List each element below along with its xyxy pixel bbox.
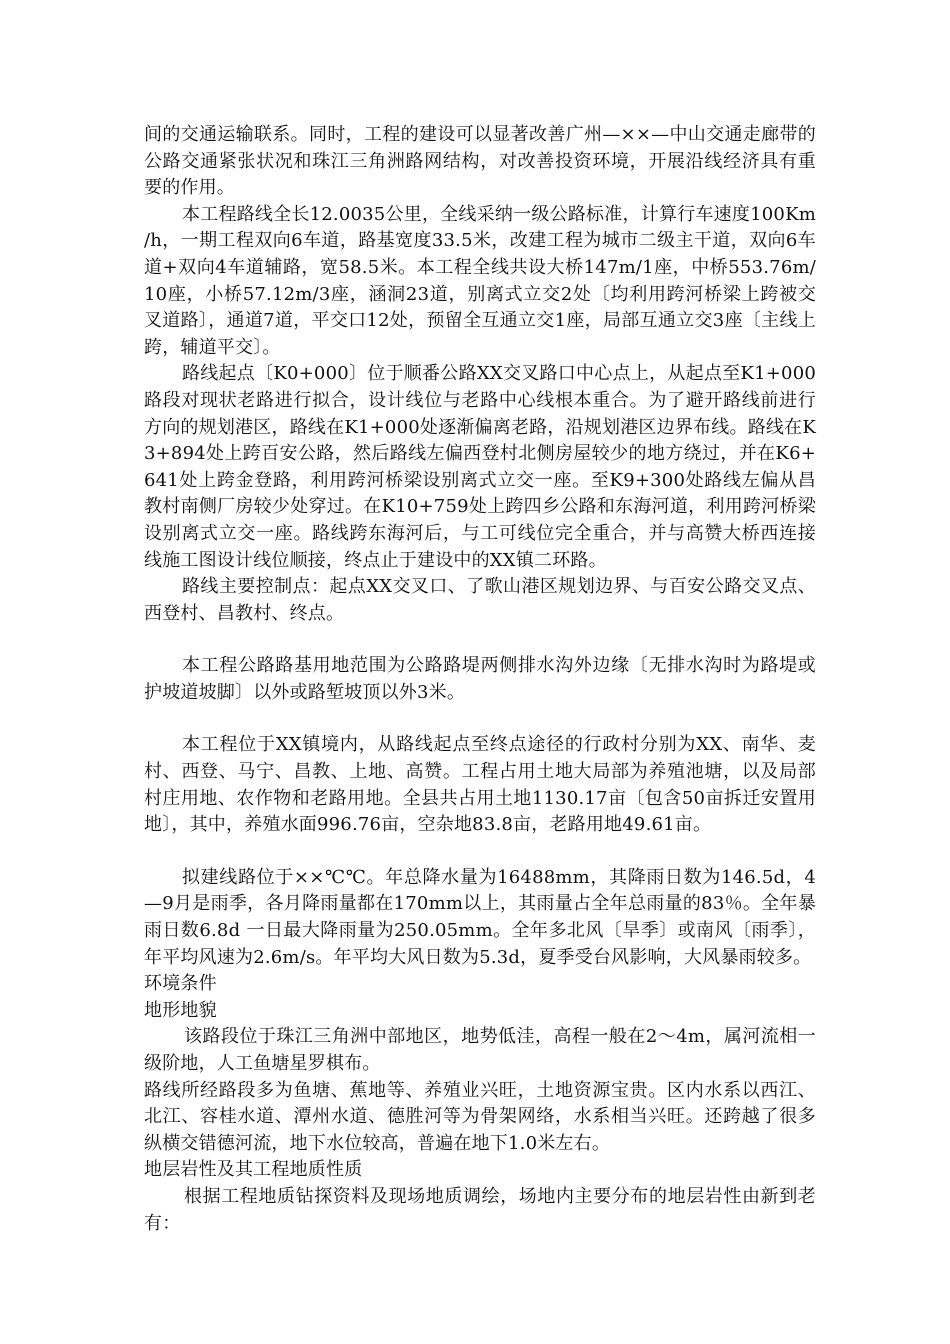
blank-line [144, 839, 816, 865]
paragraph-traffic-significance: 间的交通运输联系。同时，工程的建设可以显著改善广州—××—中山交通走廊带的公路交通紧张状况和珠江三角洲路网结构，对改善投资环境，开展沿线经济具有重要的作用。 [144, 124, 816, 199]
paragraph-project-scale: 本工程路线全长12.0035公里，全线采纳一级公路标准，计算行车速度100Km/h，一期工程双向6车道，路基宽度33.5米，改建工程为城市二级主干道，双向6车道+双向4车道辅路，宽58.5米。本工程全线共设大桥147m/1座，中桥553.76m/10座，小桥57.12m/3座，涵洞23道，别离式立交2处〔均利用跨河桥梁上跨被交叉道路〕，通道7道，平交口12处，预留全互通立交1座，局部互通立交3座〔主线上跨，辅道平交〕。 [144, 203, 816, 358]
paragraph-route-description: 路线起点〔K0+000〕位于顺番公路XX交叉路口中心点上，从起点至K1+000路段对现状老路进行拟合，设计线位与老路中心线根本重合。为了避开路线前进行方向的规划港区，路线在K1+000处逐渐偏离老路，沿规划港区边界布线。路线在K3+894处上跨百安公路，然后路线左偏西登村北侧房屋较少的地方绕过，并在K6+641处上跨金登路，利用跨河桥梁设别离式立交一座。至K9+300处路线左偏从昌教村南侧厂房较少处穿过。在K10+759处上跨四乡公路和东海河道，利用跨河桥梁设别离式立交一座。路线跨东海河后，与工可线位完全重合，并与高赞大桥西连接线施工图设计线位顺接，终点止于建设中的XX镇二环路。 [144, 363, 816, 571]
paragraph-terrain: 该路段位于珠江三角洲中部地区，地势低洼，高程一般在2～4m，属河流相一级阶地，人工鱼塘星罗棋布。 [144, 1026, 816, 1074]
document-page [144, 122, 816, 1237]
blank-line [144, 706, 816, 732]
paragraph-land-boundary: 本工程公路路基用地范围为公路路堤两侧排水沟外边缘〔无排水沟时为路堤或护坡道坡脚〕以外或路堑坡顶以外3米。 [144, 655, 816, 703]
paragraph-water-system: 路线所经路段多为鱼塘、蕉地等、养殖业兴旺，土地资源宝贵。区内水系以西江、北江、容桂水道、潭州水道、德胜河等为骨架网络，水系相当兴旺。还跨越了很多纵横交错德河流，地下水位较高，普遍在地下1.0米左右。 [144, 1079, 816, 1154]
heading-geology: 地层岩性及其工程地质性质 [144, 1159, 363, 1181]
paragraph-land-use: 本工程位于XX镇境内，从路线起点至终点途径的行政村分别为XX、南华、麦村、西登、马宁、昌教、上地、高赞。工程占用土地大局部为养殖池塘，以及局部村庄用地、农作物和老路用地。全县共占用土地1130.17亩〔包含50亩拆迁安置用地〕，其中，养殖水面996.76亩，空杂地83.8亩，老路用地49.61亩。 [144, 734, 816, 836]
paragraph-geology: 根据工程地质钻探资料及现场地质调绘，场地内主要分布的地层岩性由新到老有： [144, 1185, 816, 1234]
heading-terrain: 地形地貌 [144, 999, 217, 1021]
paragraph-climate: 拟建线路位于××℃℃。年总降水量为16488mm，其降雨日数为146.5d，4—9月是雨季，各月降雨量都在170mm以上，其雨量占全年总雨量的83％。全年暴雨日数6.8d 一日最大降雨量为250.05mm。全年多北风〔旱季〕或南风〔雨季〕，年平均风速为2.6m/s。年平均大风日数为5.3d，夏季受台风影响，大风暴雨较多。 [144, 866, 816, 968]
blank-line [144, 627, 816, 653]
paragraph-control-points: 路线主要控制点：起点XX交叉口、了歌山港区规划边界、与百安公路交叉点、西登村、昌教村、终点。 [144, 576, 816, 624]
heading-environment: 环境条件 [144, 973, 217, 995]
